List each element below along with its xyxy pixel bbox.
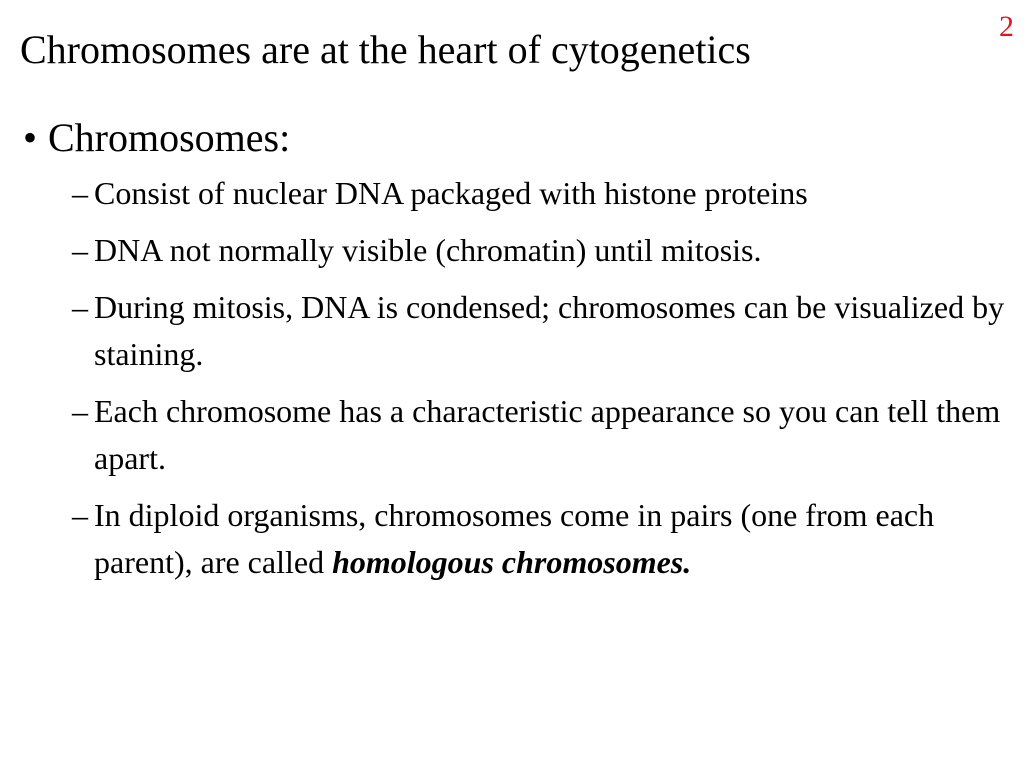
slide-title: Chromosomes are at the heart of cytogenetics: [20, 27, 751, 72]
sub-bullet-text: In diploid organisms, chromosomes come in pairs (one from each parent), are called: [94, 497, 935, 580]
bullet-chromosomes: [12, 112, 1012, 164]
dash-marker: –: [72, 175, 88, 211]
bullet-marker: •: [22, 115, 37, 160]
sub-bullet-text: DNA not normally visible (chromatin) until mitosis.: [94, 232, 762, 268]
sub-bullet-item-homologous: [72, 492, 1012, 586]
dash-marker: –: [72, 497, 88, 533]
dash-marker: –: [72, 232, 88, 268]
page-number: 2: [999, 10, 1014, 43]
sub-bullet-text: Consist of nuclear DNA packaged with histone proteins: [94, 175, 808, 211]
emphasis-term: homologous chromosomes.: [332, 544, 692, 580]
sub-bullet-item: [72, 170, 1012, 217]
sub-bullet-text: During mitosis, DNA is condensed; chromosomes can be visualized by staining.: [94, 289, 1005, 372]
dash-marker: –: [72, 289, 88, 325]
slide-content: [12, 112, 1012, 596]
sub-bullet-item: [72, 227, 1012, 274]
dash-marker: –: [72, 393, 88, 429]
sub-bullet-text: Each chromosome has a characteristic appearance so you can tell them apart.: [94, 393, 1001, 476]
sub-bullet-item: [72, 284, 1012, 378]
sub-bullet-list: [12, 170, 1012, 586]
sub-bullet-item: [72, 388, 1012, 482]
bullet-text: Chromosomes:: [48, 115, 291, 160]
